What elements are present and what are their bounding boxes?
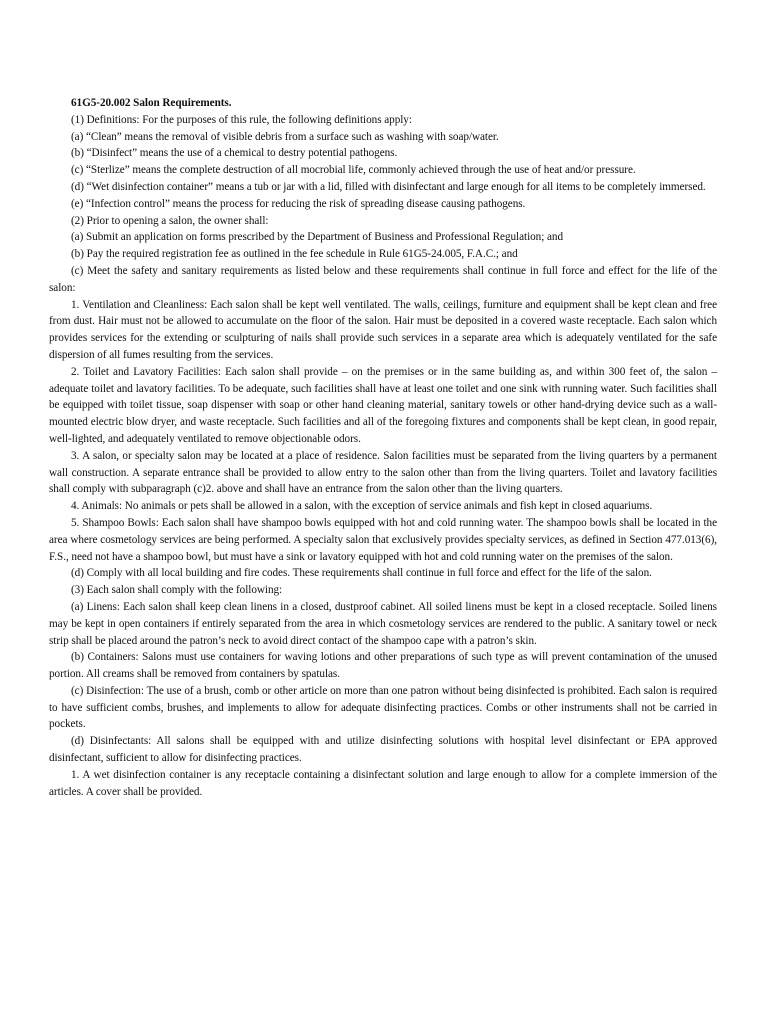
paragraph: (c) Meet the safety and sanitary requirements as listed below and these requirements shall continue in full force and effect for the life of the salon: <box>49 264 717 294</box>
paragraph: (c) Disinfection: The use of a brush, comb or other article on more than one patron without being disinfected is prohibited. Each salon is required to have sufficient combs, brushes, and implements to allow for adequate disinfecting practices. Combs or other instruments shall not be carried in pockets. <box>49 684 717 731</box>
paragraph: (c) “Sterlize” means the complete destruction of all mocrobial life, commonly achieved through the use of heat and/or pressure. <box>71 164 636 177</box>
paragraph: (a) Linens: Each salon shall keep clean linens in a closed, dustproof cabinet. All soiled linens must be kept in a closed receptacle. Soiled linens may be kept in open containers if entirely separated from the area in which cosmetology services are rendered to the public. A sanitary towel or neck strip shall be placed around the patron’s neck to avoid direct contact of the shampoo cape with a patron’s skin. <box>49 600 717 647</box>
rule-title: 61G5-20.002 Salon Requirements. <box>71 97 232 109</box>
paragraph: 4. Animals: No animals or pets shall be allowed in a salon, with the exception of service animals and fish kept in closed aquariums. <box>71 500 653 513</box>
paragraph: 1. A wet disinfection container is any receptacle containing a disinfectant solution and large enough to allow for a complete immersion of the articles. A cover shall be provided. <box>49 768 717 798</box>
document-page <box>49 95 717 800</box>
paragraph: (b) Containers: Salons must use containers for waving lotions and other preparations of such type as will prevent contamination of the unused portion. All creams shall be removed from containers by spatulas. <box>49 651 717 681</box>
paragraph: (d) Comply with all local building and fire codes. These requirements shall continue in full force and effect for the life of the salon. <box>71 567 652 580</box>
paragraph: (d) Disinfectants: All salons shall be equipped with and utilize disinfecting solutions with hospital level disinfectant or EPA approved disinfectant, sufficient to allow for disinfecting practices. <box>49 735 717 765</box>
paragraph: (e) “Infection control” means the process for reducing the risk of spreading disease causing pathogens. <box>71 197 526 210</box>
paragraph: 2. Toilet and Lavatory Facilities: Each salon shall provide – on the premises or in the same building as, and within 300 feet of, the salon – adequate toilet and lavatory facilities. To be adequate, such facilities shall have at least one toilet and one sink with running water. Such facilities shall be equipped with toilet tissue, soap dispenser with soap or other hand cleaning material, sanitary towels or other hand-drying device such as a wall-mounted electric blow dryer, and waste receptacle. Such facilities and all of the foregoing fixtures and components shall be kept clean, in good repair, well-lighted, and adequately ventilated to remove objectionable odors. <box>49 365 717 445</box>
paragraph: (a) “Clean” means the removal of visible debris from a surface such as washing with soap/water. <box>71 130 499 143</box>
paragraph: 1. Ventilation and Cleanliness: Each salon shall be kept well ventilated. The walls, ceilings, furniture and equipment shall be kept clean and free from dust. Hair must not be allowed to accumulate on the floor of the salon. Hair must be deposited in a covered waste receptacle. Each salon which provides services for the extending or sculpturing of nails shall provide such services in a separate area which is adequately ventilated for the safe dispersion of all fumes resulting from the services. <box>49 298 717 361</box>
paragraph: (d) “Wet disinfection container” means a tub or jar with a lid, filled with disinfectant and large enough for all items to be completely immersed. <box>71 180 706 193</box>
paragraph: (a) Submit an application on forms prescribed by the Department of Business and Professional Regulation; and <box>71 231 564 244</box>
paragraph: (b) “Disinfect” means the use of a chemical to destry potential pathogens. <box>71 147 398 160</box>
paragraph: (b) Pay the required registration fee as outlined in the fee schedule in Rule 61G5-24.005, F.A.C.; and <box>71 248 518 261</box>
paragraph: (2) Prior to opening a salon, the owner shall: <box>71 214 269 227</box>
paragraph: 5. Shampoo Bowls: Each salon shall have shampoo bowls equipped with hot and cold running water. The shampoo bowls shall be located in the area where cosmetology services are being performed. A specialty salon that exclusively provides specialty services, as defined in Section 477.013(6), F.S., need not have a shampoo bowl, but must have a sink or lavatory equipped with hot and cold running water on the premises of the salon. <box>49 516 717 563</box>
paragraph: (3) Each salon shall comply with the following: <box>71 584 283 597</box>
paragraph: (1) Definitions: For the purposes of this rule, the following definitions apply: <box>71 113 412 126</box>
paragraph: 3. A salon, or specialty salon may be located at a place of residence. Salon facilities must be separated from the living quarters by a permanent wall construction. A separate entrance shall be provided to allow entry to the salon other than from the living quarters. Toilet and lavatory facilities shall comply with subparagraph (c)2. above and shall have an entrance from the salon other than the living quarters. <box>49 449 717 496</box>
